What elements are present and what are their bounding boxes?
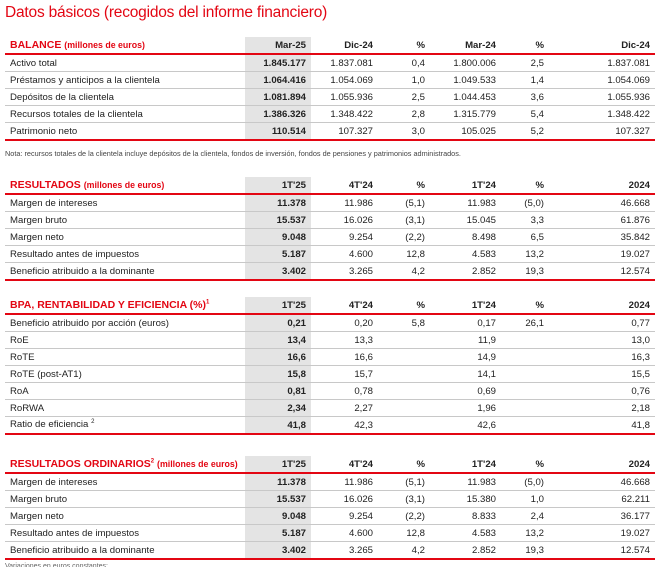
table-cell: 0,20 <box>311 314 378 332</box>
table-cell: 16.026 <box>311 212 378 229</box>
table-cell: 2,5 <box>501 54 549 72</box>
row-label <box>5 229 245 246</box>
table-cell: 16,6 <box>311 349 378 366</box>
table-header-row <box>5 456 655 473</box>
row-label <box>5 246 245 263</box>
table-cell: 41,8 <box>245 417 311 435</box>
column-header: 1T'25 <box>245 177 311 194</box>
table-cell: 110.514 <box>245 123 311 141</box>
row-label <box>5 400 245 417</box>
row-label <box>5 383 245 400</box>
table-cell: 0,78 <box>311 383 378 400</box>
table-cell: 3.402 <box>245 263 311 281</box>
table-cell: 5.187 <box>245 246 311 263</box>
table-cell <box>378 400 430 417</box>
row-label <box>5 194 245 212</box>
ordinary-results-table <box>5 456 655 560</box>
row-label <box>5 417 245 435</box>
table-cell: 5.187 <box>245 525 311 542</box>
column-header: 1T'24 <box>430 456 501 473</box>
table-cell: 4.583 <box>430 525 501 542</box>
row-label-text: Resultado antes de impuestos <box>10 248 140 260</box>
table-row <box>5 349 655 366</box>
row-label-text: Depósitos de la clientela <box>10 91 114 103</box>
column-header: % <box>501 456 549 473</box>
table-cell: 11.986 <box>311 194 378 212</box>
table-cell: 42,6 <box>430 417 501 435</box>
row-label-text: Margen bruto <box>10 493 68 505</box>
table-row <box>5 194 655 212</box>
table-cell <box>501 349 549 366</box>
row-label <box>5 89 245 106</box>
table-cell: 5,8 <box>378 314 430 332</box>
table-cell: 1.348.422 <box>549 106 655 123</box>
row-label <box>5 473 245 491</box>
column-header: Dic-24 <box>549 37 655 54</box>
table-row <box>5 246 655 263</box>
row-label <box>5 54 245 72</box>
table-cell: 6,5 <box>501 229 549 246</box>
table-cell: 1,0 <box>501 491 549 508</box>
table-cell: 19,3 <box>501 542 549 560</box>
table-cell: (3,1) <box>378 491 430 508</box>
table-cell: 12.574 <box>549 542 655 560</box>
table-cell: 11.378 <box>245 194 311 212</box>
row-label <box>5 508 245 525</box>
table-cell: 16.026 <box>311 491 378 508</box>
table-cell: 1.837.081 <box>311 54 378 72</box>
row-label <box>5 106 245 123</box>
column-header: Mar-25 <box>245 37 311 54</box>
table-cell: (3,1) <box>378 212 430 229</box>
table-cell: 26,1 <box>501 314 549 332</box>
table-cell: (2,2) <box>378 508 430 525</box>
table-header-row <box>5 297 655 314</box>
table-row <box>5 366 655 383</box>
row-label-text: RoTE <box>10 351 35 363</box>
page-title: Datos básicos (recogidos del informe financiero) <box>5 4 328 21</box>
column-header: Mar-24 <box>430 37 501 54</box>
table-cell: 1.055.936 <box>311 89 378 106</box>
table-cell: 0,69 <box>430 383 501 400</box>
table-cell: 14,1 <box>430 366 501 383</box>
row-label-text: Beneficio atribuido por acción (euros) <box>10 317 169 329</box>
table-row <box>5 417 655 435</box>
table-cell: 9.048 <box>245 229 311 246</box>
table-cell: 19.027 <box>549 525 655 542</box>
section-heading <box>5 177 245 194</box>
row-label <box>5 349 245 366</box>
table-row <box>5 473 655 491</box>
table-cell <box>378 383 430 400</box>
row-label-text: RoRWA <box>10 402 45 414</box>
row-label-text: Margen de intereses <box>10 197 98 209</box>
column-header: 2024 <box>549 177 655 194</box>
table-row <box>5 491 655 508</box>
footnote-marker: 2 <box>91 419 95 426</box>
table-cell: 14,9 <box>430 349 501 366</box>
table-cell: 15.045 <box>430 212 501 229</box>
table-header-row <box>5 177 655 194</box>
table-cell: 1,4 <box>501 72 549 89</box>
bpa-efficiency-table <box>5 297 655 435</box>
section-heading <box>5 37 245 54</box>
column-header: % <box>501 297 549 314</box>
table-cell: 4.600 <box>311 246 378 263</box>
column-header: 1T'24 <box>430 177 501 194</box>
table-row <box>5 542 655 560</box>
row-label <box>5 314 245 332</box>
footnote-marker: 2 <box>150 458 155 465</box>
table-row <box>5 54 655 72</box>
row-label-text: Margen neto <box>10 231 64 243</box>
row-label <box>5 491 245 508</box>
section-heading <box>5 456 245 473</box>
table-row <box>5 123 655 141</box>
table-cell: 0,81 <box>245 383 311 400</box>
table-cell: 11.983 <box>430 473 501 491</box>
table-cell: 15.537 <box>245 212 311 229</box>
table-row <box>5 106 655 123</box>
section-label: RESULTADOS <box>10 179 81 191</box>
table-cell: 3,6 <box>501 89 549 106</box>
table-cell: 8.833 <box>430 508 501 525</box>
section-unit: (millones de euros) <box>157 459 238 469</box>
table-cell: 0,17 <box>430 314 501 332</box>
table-cell: 1.386.326 <box>245 106 311 123</box>
table-cell: 62.211 <box>549 491 655 508</box>
column-header: 4T'24 <box>311 297 378 314</box>
row-label <box>5 332 245 349</box>
column-header: 4T'24 <box>311 177 378 194</box>
table-cell: 15.380 <box>430 491 501 508</box>
table-cell: 1.800.006 <box>430 54 501 72</box>
row-label <box>5 212 245 229</box>
table-cell: 107.327 <box>311 123 378 141</box>
table-cell: 0,76 <box>549 383 655 400</box>
row-label-text: Margen bruto <box>10 214 68 226</box>
row-label <box>5 525 245 542</box>
table-cell: (5,0) <box>501 473 549 491</box>
results-table <box>5 177 655 281</box>
footnote-marker: 1 <box>206 299 210 306</box>
table-cell: 1.054.069 <box>549 72 655 89</box>
table-cell: 1.064.416 <box>245 72 311 89</box>
table-cell: 3.265 <box>311 542 378 560</box>
row-label <box>5 72 245 89</box>
section-unit: (millones de euros) <box>64 40 145 50</box>
row-label-text: Activo total <box>10 57 57 69</box>
table-cell: 4.583 <box>430 246 501 263</box>
column-header: 1T'25 <box>245 297 311 314</box>
table-row <box>5 383 655 400</box>
table-cell: 1.837.081 <box>549 54 655 72</box>
table-row <box>5 89 655 106</box>
table-cell: 16,6 <box>245 349 311 366</box>
row-label <box>5 542 245 560</box>
row-label-text: RoE <box>10 334 29 346</box>
table-cell: 42,3 <box>311 417 378 435</box>
table-cell: 2,34 <box>245 400 311 417</box>
table-cell: 15.537 <box>245 491 311 508</box>
table-cell: 0,4 <box>378 54 430 72</box>
table-row <box>5 314 655 332</box>
row-label-text: RoA <box>10 385 29 397</box>
table-row <box>5 400 655 417</box>
table-cell: 13,4 <box>245 332 311 349</box>
table-cell: 41,8 <box>549 417 655 435</box>
table-cell: 4,2 <box>378 542 430 560</box>
table-cell: (5,1) <box>378 194 430 212</box>
table-cell <box>501 400 549 417</box>
table-cell: 2,5 <box>378 89 430 106</box>
section-label: BALANCE <box>10 39 62 51</box>
table-cell <box>378 417 430 435</box>
table-cell: 0,77 <box>549 314 655 332</box>
table-cell: 8.498 <box>430 229 501 246</box>
column-header: % <box>378 456 430 473</box>
row-label <box>5 123 245 141</box>
table-cell: 3,0 <box>378 123 430 141</box>
table-cell: 13,2 <box>501 246 549 263</box>
table-cell: 2,4 <box>501 508 549 525</box>
balance-footnote: Nota: recursos totales de la clientela incluye depósitos de la clientela, fondos de inversión, fondos de pensiones y patrimonios administrados. <box>5 149 461 158</box>
table-cell: 12.574 <box>549 263 655 281</box>
row-label-text: Beneficio atribuido a la dominante <box>10 544 155 556</box>
table-cell: 1.845.177 <box>245 54 311 72</box>
table-cell: 36.177 <box>549 508 655 525</box>
table-cell: 13,0 <box>549 332 655 349</box>
table-cell: 46.668 <box>549 194 655 212</box>
table-cell: 19,3 <box>501 263 549 281</box>
table-cell: 13,2 <box>501 525 549 542</box>
table-cell: 2,8 <box>378 106 430 123</box>
column-header: 1T'24 <box>430 297 501 314</box>
table-cell: (5,0) <box>501 194 549 212</box>
table-cell: 3.265 <box>311 263 378 281</box>
table-cell <box>501 332 549 349</box>
table-cell: 1.315.779 <box>430 106 501 123</box>
table-cell: 5,2 <box>501 123 549 141</box>
table-cell: 11.983 <box>430 194 501 212</box>
table-row <box>5 508 655 525</box>
table-cell: 4.600 <box>311 525 378 542</box>
table-cell: 0,21 <box>245 314 311 332</box>
table-cell: 5,4 <box>501 106 549 123</box>
table-cell: 19.027 <box>549 246 655 263</box>
table-cell: 4,2 <box>378 263 430 281</box>
table-row <box>5 525 655 542</box>
table-cell: 2.852 <box>430 263 501 281</box>
table-cell <box>378 349 430 366</box>
table-cell <box>501 383 549 400</box>
table-header-row <box>5 37 655 54</box>
table-cell: 35.842 <box>549 229 655 246</box>
table-cell: (5,1) <box>378 473 430 491</box>
table-cell: 61.876 <box>549 212 655 229</box>
table-cell: 1.044.453 <box>430 89 501 106</box>
row-label <box>5 366 245 383</box>
column-header: 1T'25 <box>245 456 311 473</box>
row-label-text: Beneficio atribuido a la dominante <box>10 265 155 277</box>
table-cell: 1.054.069 <box>311 72 378 89</box>
balance-table <box>5 37 655 141</box>
row-label-text: Margen de intereses <box>10 476 98 488</box>
table-cell: 1,96 <box>430 400 501 417</box>
section-heading <box>5 297 245 314</box>
table-cell <box>501 417 549 435</box>
table-cell: 11.986 <box>311 473 378 491</box>
column-header: % <box>378 177 430 194</box>
table-cell: 105.025 <box>430 123 501 141</box>
table-cell: 9.254 <box>311 229 378 246</box>
row-label-text: Recursos totales de la clientela <box>10 108 143 120</box>
row-label-text: Patrimonio neto <box>10 125 78 137</box>
row-label <box>5 263 245 281</box>
table-cell: 1.055.936 <box>549 89 655 106</box>
table-cell: 11,9 <box>430 332 501 349</box>
column-header: Dic-24 <box>311 37 378 54</box>
table-cell: 3.402 <box>245 542 311 560</box>
row-label-text: Préstamos y anticipos a la clientela <box>10 74 160 86</box>
footer-note: Variaciones en euros constantes: <box>5 563 108 567</box>
row-label-text: Ratio de eficiencia <box>10 419 89 431</box>
table-cell <box>501 366 549 383</box>
table-cell: 46.668 <box>549 473 655 491</box>
table-cell: 1.348.422 <box>311 106 378 123</box>
column-header: % <box>378 37 430 54</box>
table-cell: 1.049.533 <box>430 72 501 89</box>
table-cell: 13,3 <box>311 332 378 349</box>
table-cell: 9.048 <box>245 508 311 525</box>
row-label-text: Resultado antes de impuestos <box>10 527 140 539</box>
table-row <box>5 72 655 89</box>
table-row <box>5 212 655 229</box>
table-cell: 107.327 <box>549 123 655 141</box>
table-cell <box>378 332 430 349</box>
table-cell: 9.254 <box>311 508 378 525</box>
table-row <box>5 332 655 349</box>
column-header: % <box>378 297 430 314</box>
column-header: 4T'24 <box>311 456 378 473</box>
table-cell: 15,8 <box>245 366 311 383</box>
table-cell <box>378 366 430 383</box>
row-label-text: Margen neto <box>10 510 64 522</box>
table-row <box>5 229 655 246</box>
table-cell: 1,0 <box>378 72 430 89</box>
table-cell: 12,8 <box>378 246 430 263</box>
table-cell: 2,18 <box>549 400 655 417</box>
section-label: BPA, RENTABILIDAD Y EFICIENCIA (%) <box>10 299 207 311</box>
table-cell: 12,8 <box>378 525 430 542</box>
section-unit: (millones de euros) <box>83 180 165 190</box>
column-header: % <box>501 177 549 194</box>
table-cell: 15,7 <box>311 366 378 383</box>
table-cell: 3,3 <box>501 212 549 229</box>
section-label: RESULTADOS ORDINARIOS <box>10 458 151 470</box>
column-header: % <box>501 37 549 54</box>
row-label-text: RoTE (post-AT1) <box>10 368 82 380</box>
table-cell: (2,2) <box>378 229 430 246</box>
table-cell: 2.852 <box>430 542 501 560</box>
table-cell: 11.378 <box>245 473 311 491</box>
column-header: 2024 <box>549 297 655 314</box>
table-cell: 2,27 <box>311 400 378 417</box>
column-header: 2024 <box>549 456 655 473</box>
table-cell: 1.081.894 <box>245 89 311 106</box>
table-cell: 16,3 <box>549 349 655 366</box>
table-row <box>5 263 655 281</box>
table-cell: 15,5 <box>549 366 655 383</box>
